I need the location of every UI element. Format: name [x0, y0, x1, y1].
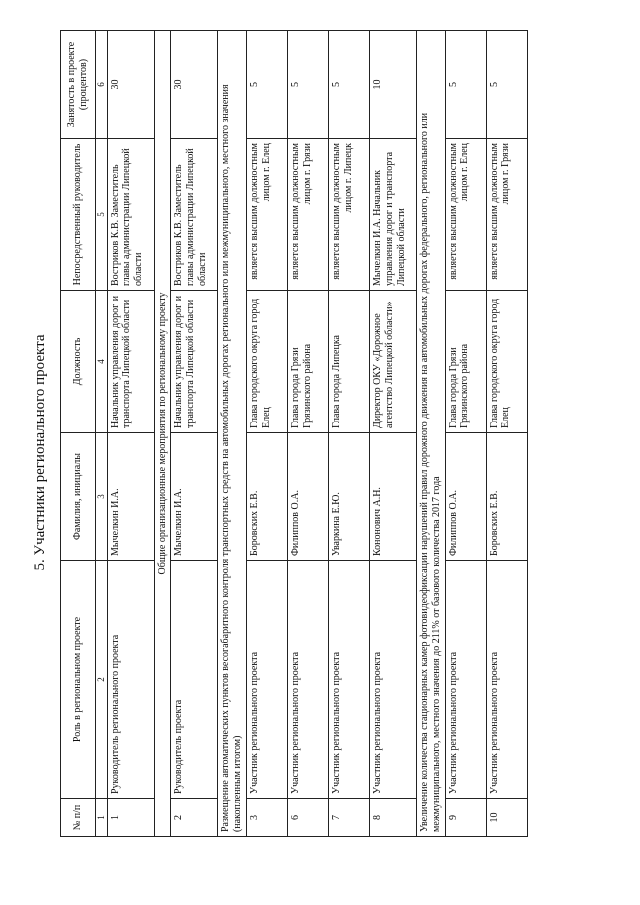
name-cell: Филиппов О.А.: [288, 433, 329, 561]
manager-cell: является высшим должностным лицом г. Грязи: [288, 139, 329, 291]
column-index-row: [96, 31, 108, 837]
manager-cell: является высшим должностным лицом г. Грязи: [486, 139, 527, 291]
position-cell: Директор ОКУ «Дорожное агентство Липецкой области»: [370, 291, 417, 433]
position-cell: Глава городского округа город Елец: [486, 291, 527, 433]
row-number: 2: [171, 799, 218, 837]
name-cell: Боровских Е.В.: [486, 433, 527, 561]
percent-cell: 5: [247, 31, 288, 139]
header-cell: Роль в региональном проекте: [61, 561, 96, 799]
role-cell: Руководитель регионального проекта: [107, 561, 154, 799]
table-row: [247, 31, 288, 837]
position-cell: Глава городского округа город Елец: [247, 291, 288, 433]
role-cell: Участник регионального проекта: [445, 561, 486, 799]
header-cell: № п/п: [61, 799, 96, 837]
row-number: 7: [329, 799, 370, 837]
column-index: 5: [96, 139, 108, 291]
role-cell: Участник регионального проекта: [486, 561, 527, 799]
position-cell: Глава города Грязи Грязинского района: [445, 291, 486, 433]
table-row: [107, 31, 154, 837]
section-band-text: Размещение автоматических пунктов весогабаритного контроля транспортных средств на автомобильных дорогах регионального или межмуниципального, местного значения (накопленным итогом): [218, 31, 247, 837]
position-cell: Начальник управления дорог и транспорта Липецкой области: [107, 291, 154, 433]
name-cell: Мычелкин И.А.: [107, 433, 154, 561]
name-cell: Боровских Е.В.: [247, 433, 288, 561]
table-row: [370, 31, 417, 837]
section-band: [417, 31, 446, 837]
row-number: 9: [445, 799, 486, 837]
position-cell: Глава города Липецка: [329, 291, 370, 433]
position-cell: Глава города Грязи Грязинского района: [288, 291, 329, 433]
name-cell: Кононович А.Н.: [370, 433, 417, 561]
table-row: [445, 31, 486, 837]
manager-cell: Мычелкин И.А. Начальник управления дорог и транспорта Липецкой области: [370, 139, 417, 291]
header-cell: Фамилия, инициалы: [61, 433, 96, 561]
table-row: [329, 31, 370, 837]
name-cell: Уваркина Е.Ю.: [329, 433, 370, 561]
percent-cell: 10: [370, 31, 417, 139]
percent-cell: 5: [445, 31, 486, 139]
position-cell: Начальник управления дорог и транспорта Липецкой области: [171, 291, 218, 433]
header-cell: Занятость в проекте (процентов): [61, 31, 96, 139]
column-index: 2: [96, 561, 108, 799]
name-cell: Мычелкин И.А.: [171, 433, 218, 561]
percent-cell: 5: [329, 31, 370, 139]
role-cell: Участник регионального проекта: [247, 561, 288, 799]
header-cell: Должность: [61, 291, 96, 433]
row-number: 10: [486, 799, 527, 837]
section-band: [218, 31, 247, 837]
manager-cell: Востриков К.В. Заместитель главы администрации Липецкой области: [171, 139, 218, 291]
header-row: [61, 31, 96, 837]
role-cell: Участник регионального проекта: [288, 561, 329, 799]
row-number: 3: [247, 799, 288, 837]
percent-cell: 30: [107, 31, 154, 139]
manager-cell: является высшим должностным лицом г. Елец: [247, 139, 288, 291]
manager-cell: является высшим должностным лицом г. Липецк: [329, 139, 370, 291]
role-cell: Руководитель проекта: [171, 561, 218, 799]
percent-cell: 5: [486, 31, 527, 139]
section-band: [154, 31, 171, 837]
section-band-text: Общие организационные мероприятия по региональному проекту: [154, 31, 171, 837]
manager-cell: является высшим должностным лицом г. Елец: [445, 139, 486, 291]
column-index: 3: [96, 433, 108, 561]
section-band-text: Увеличение количества стационарных камер фотовидеофиксации нарушений правил дорожного движения на автомобильных дорогах федерального, регионального или межмуниципального, местного значения до 211% от базового количества 2017 года: [417, 31, 446, 837]
column-index: 1: [96, 799, 108, 837]
table-row: [171, 31, 218, 837]
row-number: 6: [288, 799, 329, 837]
table-row: [486, 31, 527, 837]
header-cell: Непосредственный руководитель: [61, 139, 96, 291]
table-row: [288, 31, 329, 837]
column-index: 4: [96, 291, 108, 433]
percent-cell: 5: [288, 31, 329, 139]
role-cell: Участник регионального проекта: [329, 561, 370, 799]
section-title: 5. Участники регионального проекта: [32, 334, 48, 571]
participants-table: [60, 30, 528, 837]
name-cell: Филиппов О.А.: [445, 433, 486, 561]
row-number: 8: [370, 799, 417, 837]
row-number: 1: [107, 799, 154, 837]
role-cell: Участник регионального проекта: [370, 561, 417, 799]
column-index: 6: [96, 31, 108, 139]
manager-cell: Востриков К.В. Заместитель главы администрации Липецкой области: [107, 139, 154, 291]
percent-cell: 30: [171, 31, 218, 139]
